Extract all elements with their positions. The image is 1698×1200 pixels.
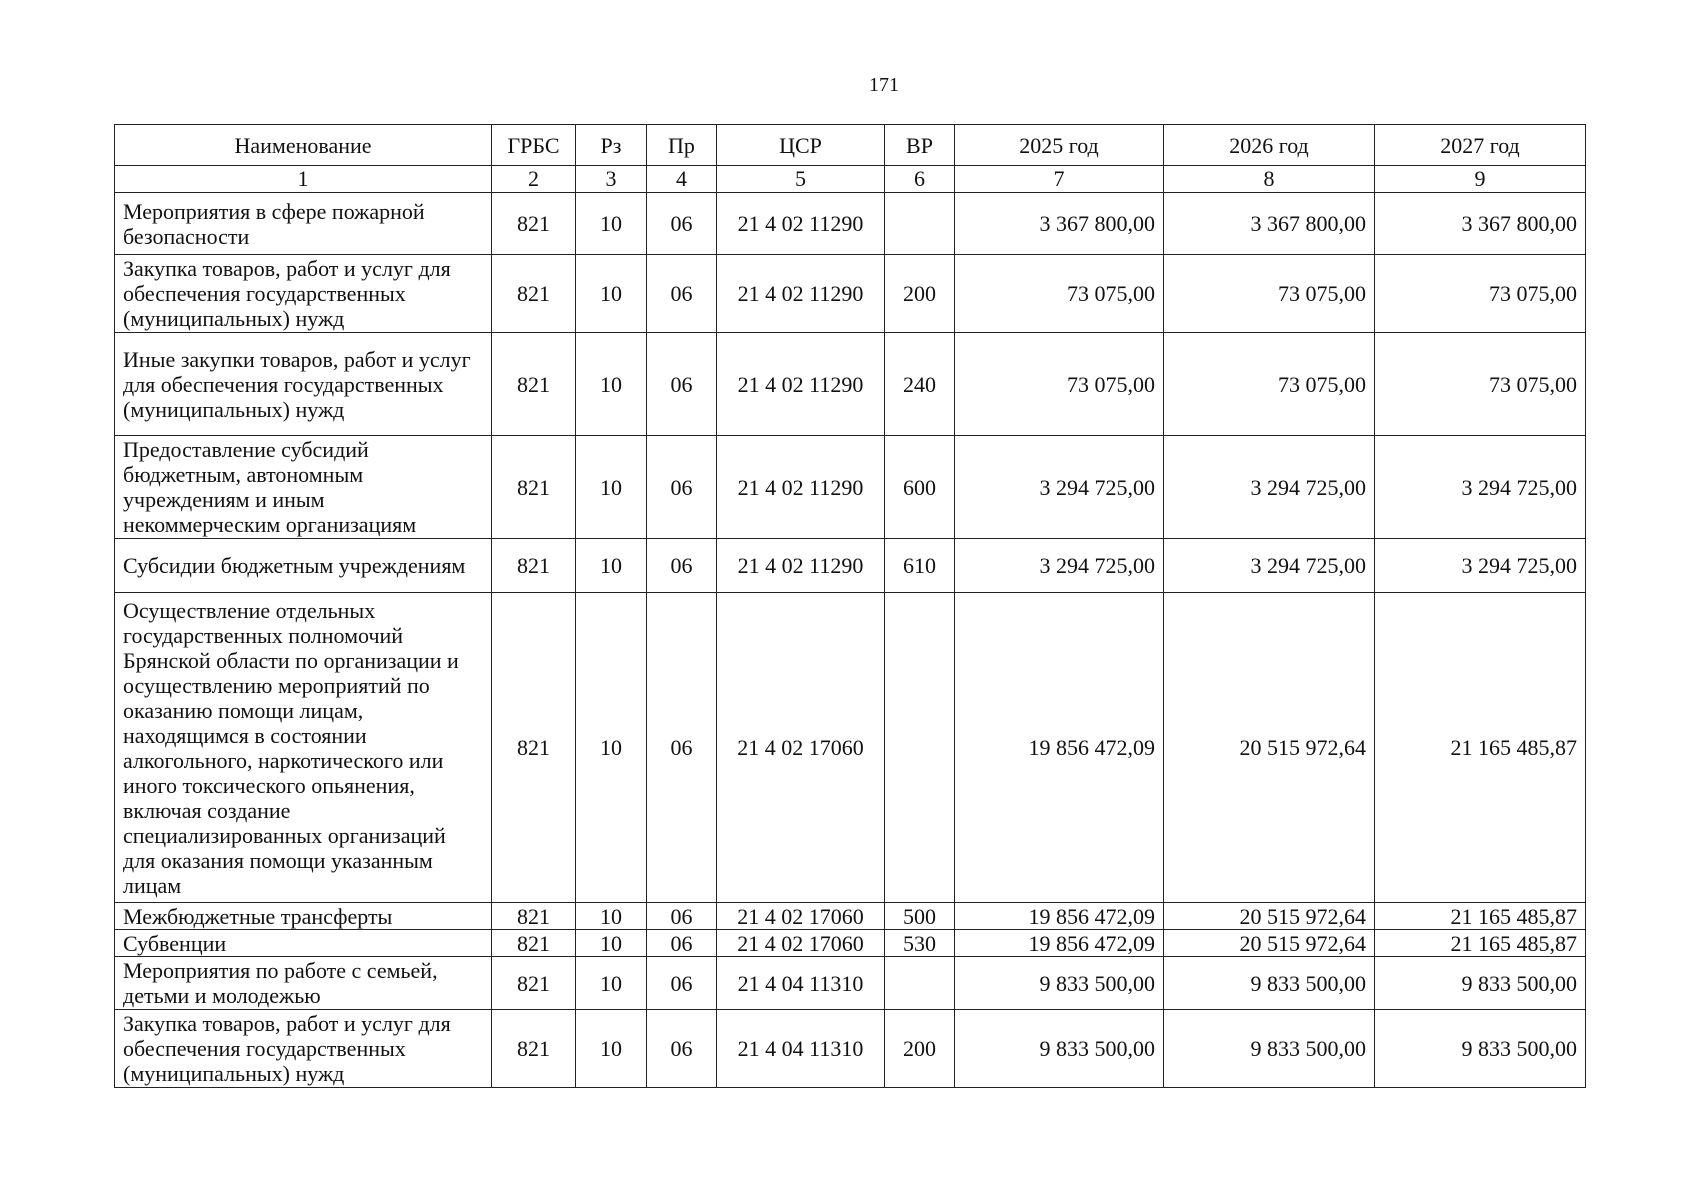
cell-name: Иные закупки товаров, работ и услуг для обеспечения государственных (муниципальных) нужд: [115, 333, 492, 436]
cell-pr: 06: [647, 957, 717, 1010]
cell-2027: 73 075,00: [1375, 333, 1586, 436]
cell-vr: [885, 957, 955, 1010]
cell-pr: 06: [647, 436, 717, 539]
cell-2025: 9 833 500,00: [955, 1010, 1164, 1088]
column-number: 2: [492, 166, 576, 193]
cell-name: Закупка товаров, работ и услуг для обеспечения государственных (муниципальных) нужд: [115, 255, 492, 333]
cell-2025: 3 367 800,00: [955, 193, 1164, 255]
column-number: 1: [115, 166, 492, 193]
table-row: [115, 333, 1586, 436]
cell-2025: 3 294 725,00: [955, 539, 1164, 593]
column-header-2025: 2025 год: [955, 125, 1164, 166]
cell-2027: 21 165 485,87: [1375, 593, 1586, 903]
cell-2025: 19 856 472,09: [955, 930, 1164, 957]
cell-vr: 600: [885, 436, 955, 539]
column-number: 4: [647, 166, 717, 193]
cell-2026: 73 075,00: [1164, 333, 1375, 436]
cell-2025: 73 075,00: [955, 255, 1164, 333]
cell-pr: 06: [647, 193, 717, 255]
cell-pr: 06: [647, 1010, 717, 1088]
cell-vr: 530: [885, 930, 955, 957]
cell-2026: 9 833 500,00: [1164, 957, 1375, 1010]
cell-csr: 21 4 02 11290: [717, 333, 885, 436]
cell-vr: 240: [885, 333, 955, 436]
cell-grbs: 821: [492, 436, 576, 539]
column-header-csr: ЦСР: [717, 125, 885, 166]
column-header-vr: ВР: [885, 125, 955, 166]
cell-name: Межбюджетные трансферты: [115, 903, 492, 930]
cell-pr: 06: [647, 539, 717, 593]
table-row: [115, 593, 1586, 903]
cell-rz: 10: [576, 957, 647, 1010]
cell-pr: 06: [647, 903, 717, 930]
column-header-rz: Рз: [576, 125, 647, 166]
cell-vr: 500: [885, 903, 955, 930]
cell-pr: 06: [647, 930, 717, 957]
cell-name: Осуществление отдельных государственных полномочий Брянской области по организации и осуществлению мероприятий по оказанию помощи лицам, находящимся в состоянии алкогольного, наркотического или иного токсического опьянения, включая создание специализированных организаций для оказания помощи указанным лицам: [115, 593, 492, 903]
page-number: 171: [869, 74, 899, 96]
cell-rz: 10: [576, 593, 647, 903]
table-row: [115, 930, 1586, 957]
cell-2025: 73 075,00: [955, 333, 1164, 436]
cell-2026: 20 515 972,64: [1164, 930, 1375, 957]
cell-rz: 10: [576, 930, 647, 957]
cell-grbs: 821: [492, 593, 576, 903]
cell-2025: 9 833 500,00: [955, 957, 1164, 1010]
cell-pr: 06: [647, 593, 717, 903]
cell-grbs: 821: [492, 930, 576, 957]
cell-rz: 10: [576, 333, 647, 436]
table-row: [115, 903, 1586, 930]
cell-grbs: 821: [492, 255, 576, 333]
cell-csr: 21 4 04 11310: [717, 957, 885, 1010]
table-row: [115, 193, 1586, 255]
cell-2025: 19 856 472,09: [955, 593, 1164, 903]
column-header-2026: 2026 год: [1164, 125, 1375, 166]
cell-vr: [885, 193, 955, 255]
table-row: [115, 1010, 1586, 1088]
column-number: 9: [1375, 166, 1586, 193]
column-number: 5: [717, 166, 885, 193]
cell-2025: 19 856 472,09: [955, 903, 1164, 930]
cell-grbs: 821: [492, 193, 576, 255]
cell-csr: 21 4 04 11310: [717, 1010, 885, 1088]
cell-vr: 200: [885, 255, 955, 333]
cell-rz: 10: [576, 255, 647, 333]
cell-2027: 3 294 725,00: [1375, 436, 1586, 539]
column-number: 3: [576, 166, 647, 193]
cell-name: Предоставление субсидий бюджетным, автономным учреждениям и иным некоммерческим организациям: [115, 436, 492, 539]
column-header-name: Наименование: [115, 125, 492, 166]
cell-2026: 73 075,00: [1164, 255, 1375, 333]
cell-rz: 10: [576, 539, 647, 593]
cell-2027: 3 294 725,00: [1375, 539, 1586, 593]
cell-vr: 610: [885, 539, 955, 593]
cell-rz: 10: [576, 436, 647, 539]
table-row: [115, 255, 1586, 333]
table-row: [115, 436, 1586, 539]
cell-2026: 3 294 725,00: [1164, 539, 1375, 593]
cell-pr: 06: [647, 333, 717, 436]
cell-pr: 06: [647, 255, 717, 333]
cell-2026: 9 833 500,00: [1164, 1010, 1375, 1088]
cell-2027: 21 165 485,87: [1375, 903, 1586, 930]
cell-2027: 3 367 800,00: [1375, 193, 1586, 255]
cell-2027: 9 833 500,00: [1375, 957, 1586, 1010]
cell-csr: 21 4 02 11290: [717, 539, 885, 593]
column-number: 6: [885, 166, 955, 193]
cell-name: Субвенции: [115, 930, 492, 957]
cell-grbs: 821: [492, 957, 576, 1010]
cell-2025: 3 294 725,00: [955, 436, 1164, 539]
cell-name: Мероприятия в сфере пожарной безопасности: [115, 193, 492, 255]
cell-csr: 21 4 02 11290: [717, 436, 885, 539]
column-header-2027: 2027 год: [1375, 125, 1586, 166]
cell-grbs: 821: [492, 903, 576, 930]
column-number-row: [115, 166, 1586, 193]
header-row: [115, 125, 1586, 166]
cell-2026: 20 515 972,64: [1164, 903, 1375, 930]
cell-csr: 21 4 02 17060: [717, 930, 885, 957]
table-row: [115, 957, 1586, 1010]
column-header-grbs: ГРБС: [492, 125, 576, 166]
cell-2026: 3 294 725,00: [1164, 436, 1375, 539]
column-header-pr: Пр: [647, 125, 717, 166]
cell-2026: 3 367 800,00: [1164, 193, 1375, 255]
cell-csr: 21 4 02 11290: [717, 255, 885, 333]
cell-rz: 10: [576, 193, 647, 255]
cell-rz: 10: [576, 903, 647, 930]
cell-grbs: 821: [492, 333, 576, 436]
cell-grbs: 821: [492, 1010, 576, 1088]
cell-2026: 20 515 972,64: [1164, 593, 1375, 903]
cell-name: Закупка товаров, работ и услуг для обеспечения государственных (муниципальных) нужд: [115, 1010, 492, 1088]
cell-2027: 21 165 485,87: [1375, 930, 1586, 957]
cell-rz: 10: [576, 1010, 647, 1088]
cell-2027: 9 833 500,00: [1375, 1010, 1586, 1088]
budget-table: [114, 124, 1586, 1088]
column-number: 7: [955, 166, 1164, 193]
cell-name: Субсидии бюджетным учреждениям: [115, 539, 492, 593]
cell-csr: 21 4 02 17060: [717, 903, 885, 930]
cell-name: Мероприятия по работе с семьей, детьми и молодежью: [115, 957, 492, 1010]
cell-2027: 73 075,00: [1375, 255, 1586, 333]
cell-vr: 200: [885, 1010, 955, 1088]
table-row: [115, 539, 1586, 593]
cell-csr: 21 4 02 11290: [717, 193, 885, 255]
column-number: 8: [1164, 166, 1375, 193]
cell-grbs: 821: [492, 539, 576, 593]
cell-csr: 21 4 02 17060: [717, 593, 885, 903]
cell-vr: [885, 593, 955, 903]
